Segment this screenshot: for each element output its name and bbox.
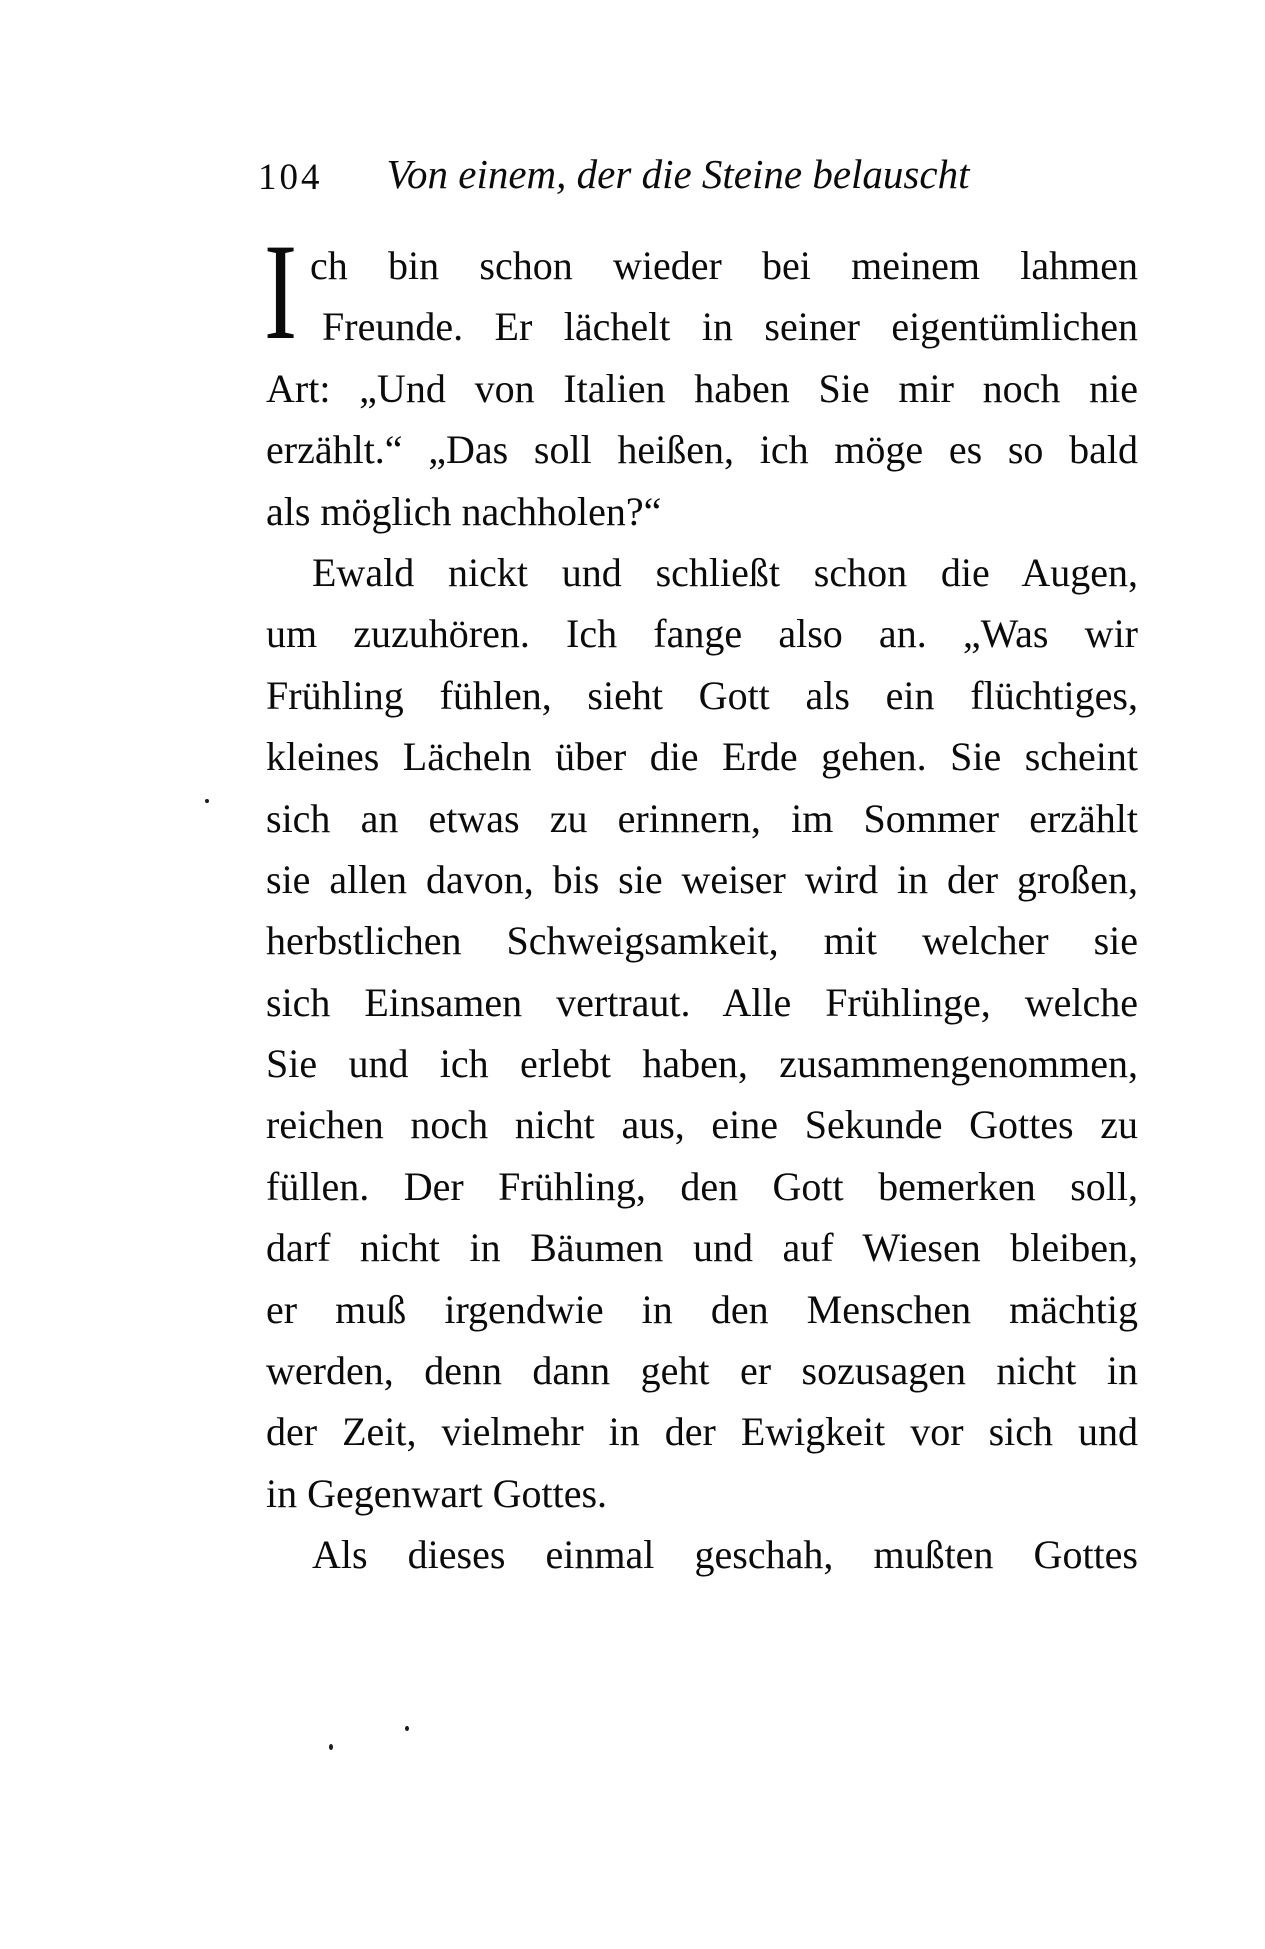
- running-header: [258, 150, 1138, 206]
- ink-speck: [329, 1744, 333, 1750]
- page-number: 104: [258, 157, 323, 198]
- text-line: werden, denn dann geht er sozusagen nicht in: [266, 1348, 1138, 1394]
- text-line: er muß irgendwie in den Menschen mächtig: [266, 1286, 1138, 1332]
- text-line: sie allen davon, bis sie weiser wird in der großen,: [266, 856, 1138, 902]
- text-line: sich an etwas zu erinnern, im Sommer erzählt: [266, 795, 1138, 841]
- text-line: Als dieses einmal geschah, mußten Gottes: [312, 1532, 1138, 1578]
- text-line: Ewald nickt und schließt schon die Augen,: [312, 549, 1138, 595]
- text-line: kleines Lächeln über die Erde gehen. Sie scheint: [266, 734, 1138, 780]
- ink-speck: [205, 799, 209, 803]
- text-line: reichen noch nicht aus, eine Sekunde Gottes zu: [266, 1102, 1138, 1148]
- drop-cap-initial: I: [264, 215, 298, 368]
- text-line: erzählt.“ „Das soll heißen, ich möge es so bald: [266, 427, 1138, 473]
- text-line: Art: „Und von Italien haben Sie mir noch nie: [266, 365, 1138, 411]
- text-line: herbstlichen Schweigsamkeit, mit welcher sie: [266, 918, 1138, 964]
- text-line: Frühling fühlen, sieht Gott als ein flüchtiges,: [266, 672, 1138, 718]
- ink-speck: [405, 1726, 409, 1731]
- body-text: [264, 215, 1138, 1586]
- text-line: darf nicht in Bäumen und auf Wiesen bleiben,: [266, 1225, 1138, 1271]
- text-line: sich Einsamen vertraut. Alle Frühlinge, welche: [266, 979, 1138, 1025]
- text-line: füllen. Der Frühling, den Gott bemerken soll,: [266, 1163, 1138, 1209]
- text-line: in Gegenwart Gottes.: [266, 1470, 608, 1516]
- running-title: Von einem, der die Steine belauscht: [386, 151, 970, 197]
- text-line: der Zeit, vielmehr in der Ewigkeit vor sich und: [266, 1409, 1138, 1455]
- text-line: Sie und ich erlebt haben, zusammengenommen,: [266, 1041, 1138, 1087]
- text-line: als möglich nachholen?“: [266, 488, 662, 534]
- text-line: um zuzuhören. Ich fange also an. „Was wir: [266, 611, 1138, 657]
- text-line: Freunde. Er lächelt in seiner eigentümlichen: [322, 304, 1138, 350]
- text-line-content: ch bin schon wieder bei meinem lahmen: [310, 243, 1138, 288]
